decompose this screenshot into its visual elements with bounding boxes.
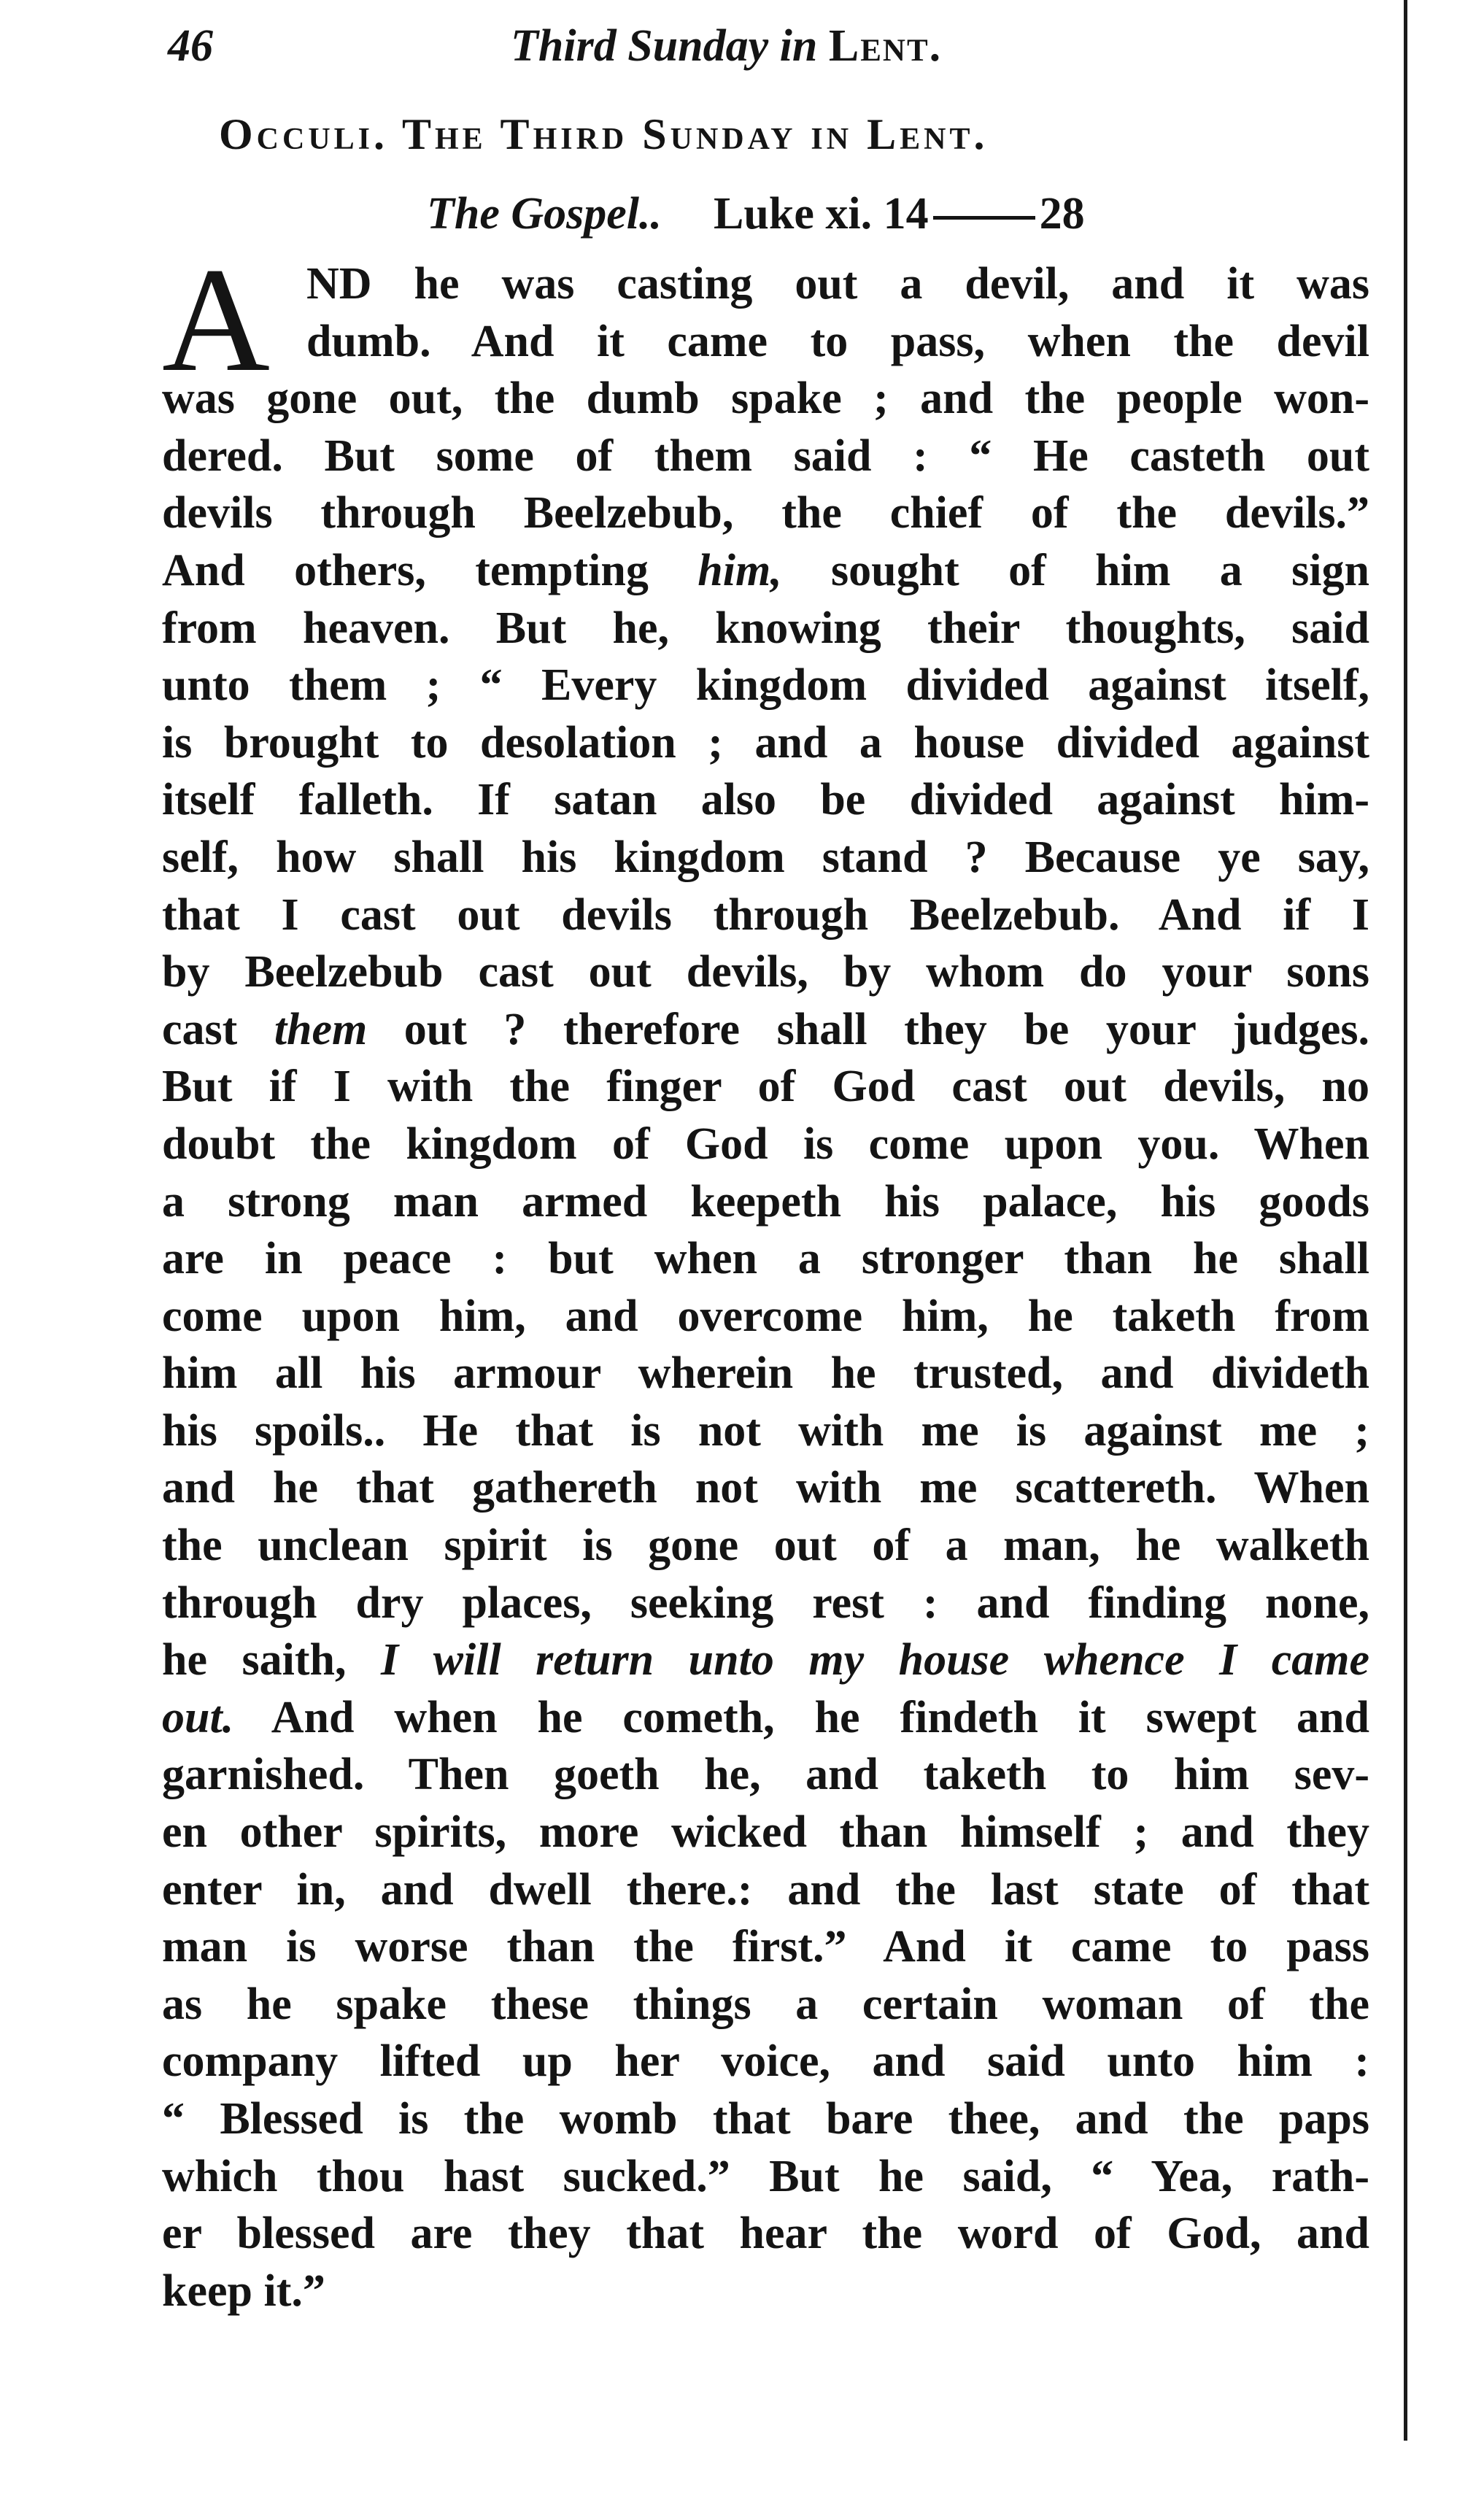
running-title-italic: Third Sunday in	[511, 21, 818, 71]
text-line	[162, 428, 1369, 485]
line-text: by Beelzebub cast out devils, by whom do your sons	[162, 947, 1369, 997]
text-line	[162, 1689, 1369, 1747]
section-heading: Occuli. The Third Sunday in Lent.	[219, 110, 989, 158]
line-text: er blessed are they that hear the word of God, and	[162, 2209, 1369, 2259]
gospel-label: The Gospel..	[427, 189, 662, 239]
text-line	[162, 484, 1369, 542]
line-text: that I cast out devils through Beelzebub. And if I	[162, 889, 1369, 940]
text-line	[162, 657, 1369, 714]
text-line	[162, 1116, 1369, 1173]
line-text: him all his armour wherein he trusted, and divideth	[162, 1348, 1369, 1399]
line-text-italic: I will return unto my house whence I came	[381, 1635, 1369, 1685]
line-text: his spoils.. He that is not with me is against me ;	[162, 1405, 1369, 1456]
text-line	[162, 1001, 1369, 1059]
line-text: self, how shall his kingdom stand ? Because ye say,	[162, 832, 1369, 882]
text-line	[162, 1976, 1369, 2033]
line-text: was gone out, the dumb spake ; and the people won-	[162, 374, 1369, 424]
line-text: dumb. And it came to pass, when the devil	[306, 316, 1369, 366]
line-text: a strong man armed keepeth his palace, his goods	[162, 1176, 1369, 1227]
line-text: keep it.”	[162, 2266, 325, 2316]
line-text-pre: he saith,	[162, 1635, 381, 1685]
text-line	[162, 1459, 1369, 1517]
text-line	[162, 2148, 1369, 2206]
gospel-text	[162, 255, 1369, 2320]
text-line	[162, 1345, 1369, 1402]
line-text: ND he was casting out a devil, and it was	[306, 259, 1369, 309]
text-line	[162, 1918, 1369, 1976]
text-line	[162, 1575, 1369, 1632]
running-title	[511, 20, 942, 72]
text-line	[162, 2033, 1369, 2090]
text-line	[162, 887, 1369, 944]
line-text-italic: him,	[697, 545, 782, 595]
text-line	[162, 600, 1369, 657]
line-text: en other spirits, more wicked than himself ; and they	[162, 1807, 1369, 1858]
line-text: come upon him, and overcome him, he taketh from	[162, 1291, 1369, 1341]
text-line	[162, 1173, 1369, 1231]
line-text: as he spake these things a certain woman of the	[162, 1979, 1369, 2029]
gospel-reference-end: 28	[1039, 189, 1085, 239]
text-line	[162, 771, 1369, 829]
line-text: is brought to desolation ; and a house divided against	[162, 717, 1369, 768]
line-text: itself falleth. If satan also be divided against him-	[162, 775, 1369, 825]
line-text-post: out ? therefore shall they be your judges.	[367, 1004, 1369, 1054]
line-text: garnished. Then goeth he, and taketh to him sev-	[162, 1750, 1369, 1800]
line-text: are in peace : but when a stronger than he shall	[162, 1234, 1369, 1284]
gospel-reference-start: Luke xi. 14	[714, 189, 929, 239]
line-text: enter in, and dwell there.: and the last state of that	[162, 1864, 1369, 1915]
line-text-post: sought of him a sign	[781, 545, 1369, 595]
page-edge-rule	[1404, 0, 1407, 2441]
text-line	[162, 829, 1369, 887]
line-text: doubt the kingdom of God is come upon you. When	[162, 1119, 1369, 1169]
line-text: dered. But some of them said : “ He casteth out	[162, 430, 1369, 481]
text-line	[162, 1517, 1369, 1575]
text-line	[162, 1058, 1369, 1116]
text-line	[162, 1861, 1369, 1919]
text-line	[162, 370, 1369, 428]
text-line	[162, 1402, 1369, 1460]
line-text: man is worse than the first.” And it came to pass	[162, 1922, 1369, 1972]
text-line	[162, 2090, 1369, 2148]
text-line	[162, 2263, 1369, 2320]
text-line	[162, 714, 1369, 772]
text-line	[162, 1288, 1369, 1345]
text-line	[162, 1230, 1369, 1288]
line-text-italic: out.	[162, 1692, 234, 1742]
line-text: through dry places, seeking rest : and finding none,	[162, 1577, 1369, 1628]
drop-cap: A	[162, 237, 271, 403]
line-text-pre: cast	[162, 1004, 274, 1054]
page-number: 46	[168, 21, 213, 71]
text-line	[162, 1631, 1369, 1689]
text-line	[162, 1746, 1369, 1804]
reference-dash	[933, 216, 1035, 220]
text-line	[162, 255, 1369, 313]
running-title-smallcaps: Lent.	[828, 21, 943, 71]
running-head	[168, 20, 1335, 79]
line-text: which thou hast sucked.” But he said, “ Yea, rath-	[162, 2151, 1369, 2201]
text-line	[162, 542, 1369, 600]
gospel-header	[427, 188, 1085, 240]
text-line	[162, 313, 1369, 371]
line-text: But if I with the finger of God cast out devils, no	[162, 1062, 1369, 1112]
text-line	[162, 1804, 1369, 1861]
line-text: from heaven. But he, knowing their thoughts, said	[162, 603, 1369, 653]
line-text: company lifted up her voice, and said unto him :	[162, 2036, 1369, 2087]
line-text-pre: And others, tempting	[162, 545, 698, 595]
line-text: “ Blessed is the womb that bare thee, and the paps	[162, 2094, 1369, 2144]
line-text-post: And when he cometh, he findeth it swept and	[233, 1692, 1369, 1742]
line-text: devils through Beelzebub, the chief of the devils.”	[162, 488, 1369, 538]
text-line	[162, 2205, 1369, 2263]
line-text: and he that gathereth not with me scattereth. When	[162, 1463, 1369, 1513]
line-text: the unclean spirit is gone out of a man, he walketh	[162, 1521, 1369, 1571]
line-text: unto them ; “ Every kingdom divided against itself,	[162, 660, 1369, 711]
line-text-italic: them	[274, 1004, 368, 1054]
text-line	[162, 943, 1369, 1001]
